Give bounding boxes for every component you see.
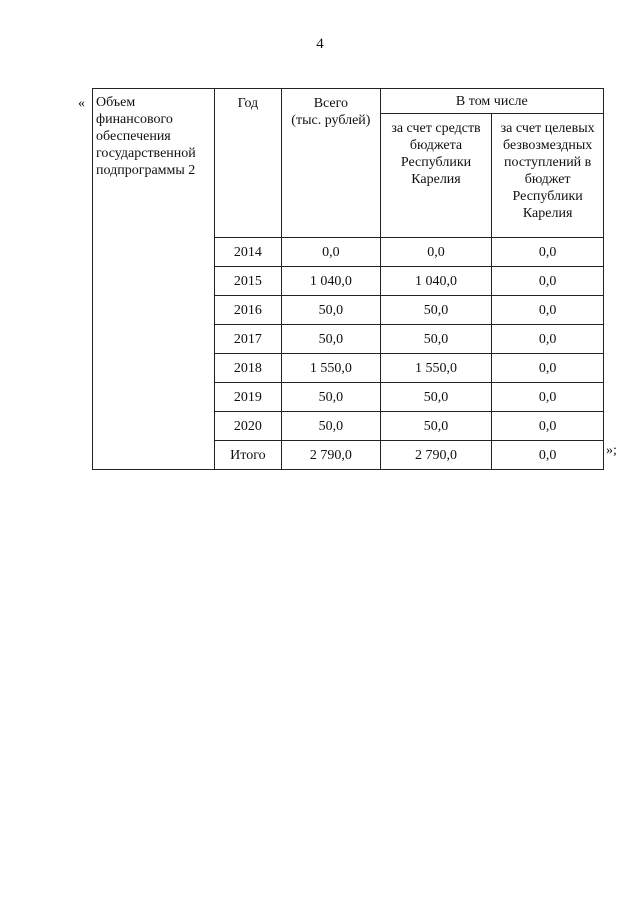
targeted-cell: 0,0 [492, 267, 604, 296]
budget-cell: 50,0 [380, 383, 492, 412]
total-cell: 1 040,0 [282, 267, 381, 296]
targeted-cell: 0,0 [492, 325, 604, 354]
opening-quote-mark: « [78, 96, 85, 111]
year-cell: 2020 [214, 412, 281, 441]
year-cell: 2014 [214, 238, 281, 267]
total-cell: 0,0 [282, 238, 381, 267]
total-cell: 2 790,0 [282, 441, 381, 470]
year-cell: 2018 [214, 354, 281, 383]
financing-table [92, 88, 604, 470]
row-label-cell: Объем финансового обеспечения государственной подпрограммы 2 [93, 89, 215, 470]
year-cell: Итого [214, 441, 281, 470]
year-cell: 2016 [214, 296, 281, 325]
budget-cell: 0,0 [380, 238, 492, 267]
total-cell: 50,0 [282, 412, 381, 441]
header-row-top [93, 89, 604, 114]
total-header: Всего (тыс. рублей) [282, 89, 381, 238]
budget-cell: 50,0 [380, 412, 492, 441]
targeted-cell: 0,0 [492, 238, 604, 267]
year-header: Год [214, 89, 281, 238]
year-cell: 2017 [214, 325, 281, 354]
budget-header: за счет средств бюджета Республики Карелия [380, 114, 492, 238]
total-cell: 1 550,0 [282, 354, 381, 383]
targeted-header: за счет целевых безвозмездных поступлений в бюджет Республики Карелия [492, 114, 604, 238]
closing-quote-mark: »; [606, 443, 617, 458]
total-cell: 50,0 [282, 383, 381, 412]
targeted-cell: 0,0 [492, 412, 604, 441]
targeted-cell: 0,0 [492, 441, 604, 470]
budget-cell: 1 550,0 [380, 354, 492, 383]
year-cell: 2019 [214, 383, 281, 412]
budget-cell: 2 790,0 [380, 441, 492, 470]
total-cell: 50,0 [282, 325, 381, 354]
targeted-cell: 0,0 [492, 296, 604, 325]
year-cell: 2015 [214, 267, 281, 296]
budget-cell: 50,0 [380, 325, 492, 354]
targeted-cell: 0,0 [492, 354, 604, 383]
budget-cell: 1 040,0 [380, 267, 492, 296]
page-number: 4 [316, 36, 324, 52]
targeted-cell: 0,0 [492, 383, 604, 412]
budget-cell: 50,0 [380, 296, 492, 325]
total-cell: 50,0 [282, 296, 381, 325]
including-header: В том числе [380, 89, 603, 114]
